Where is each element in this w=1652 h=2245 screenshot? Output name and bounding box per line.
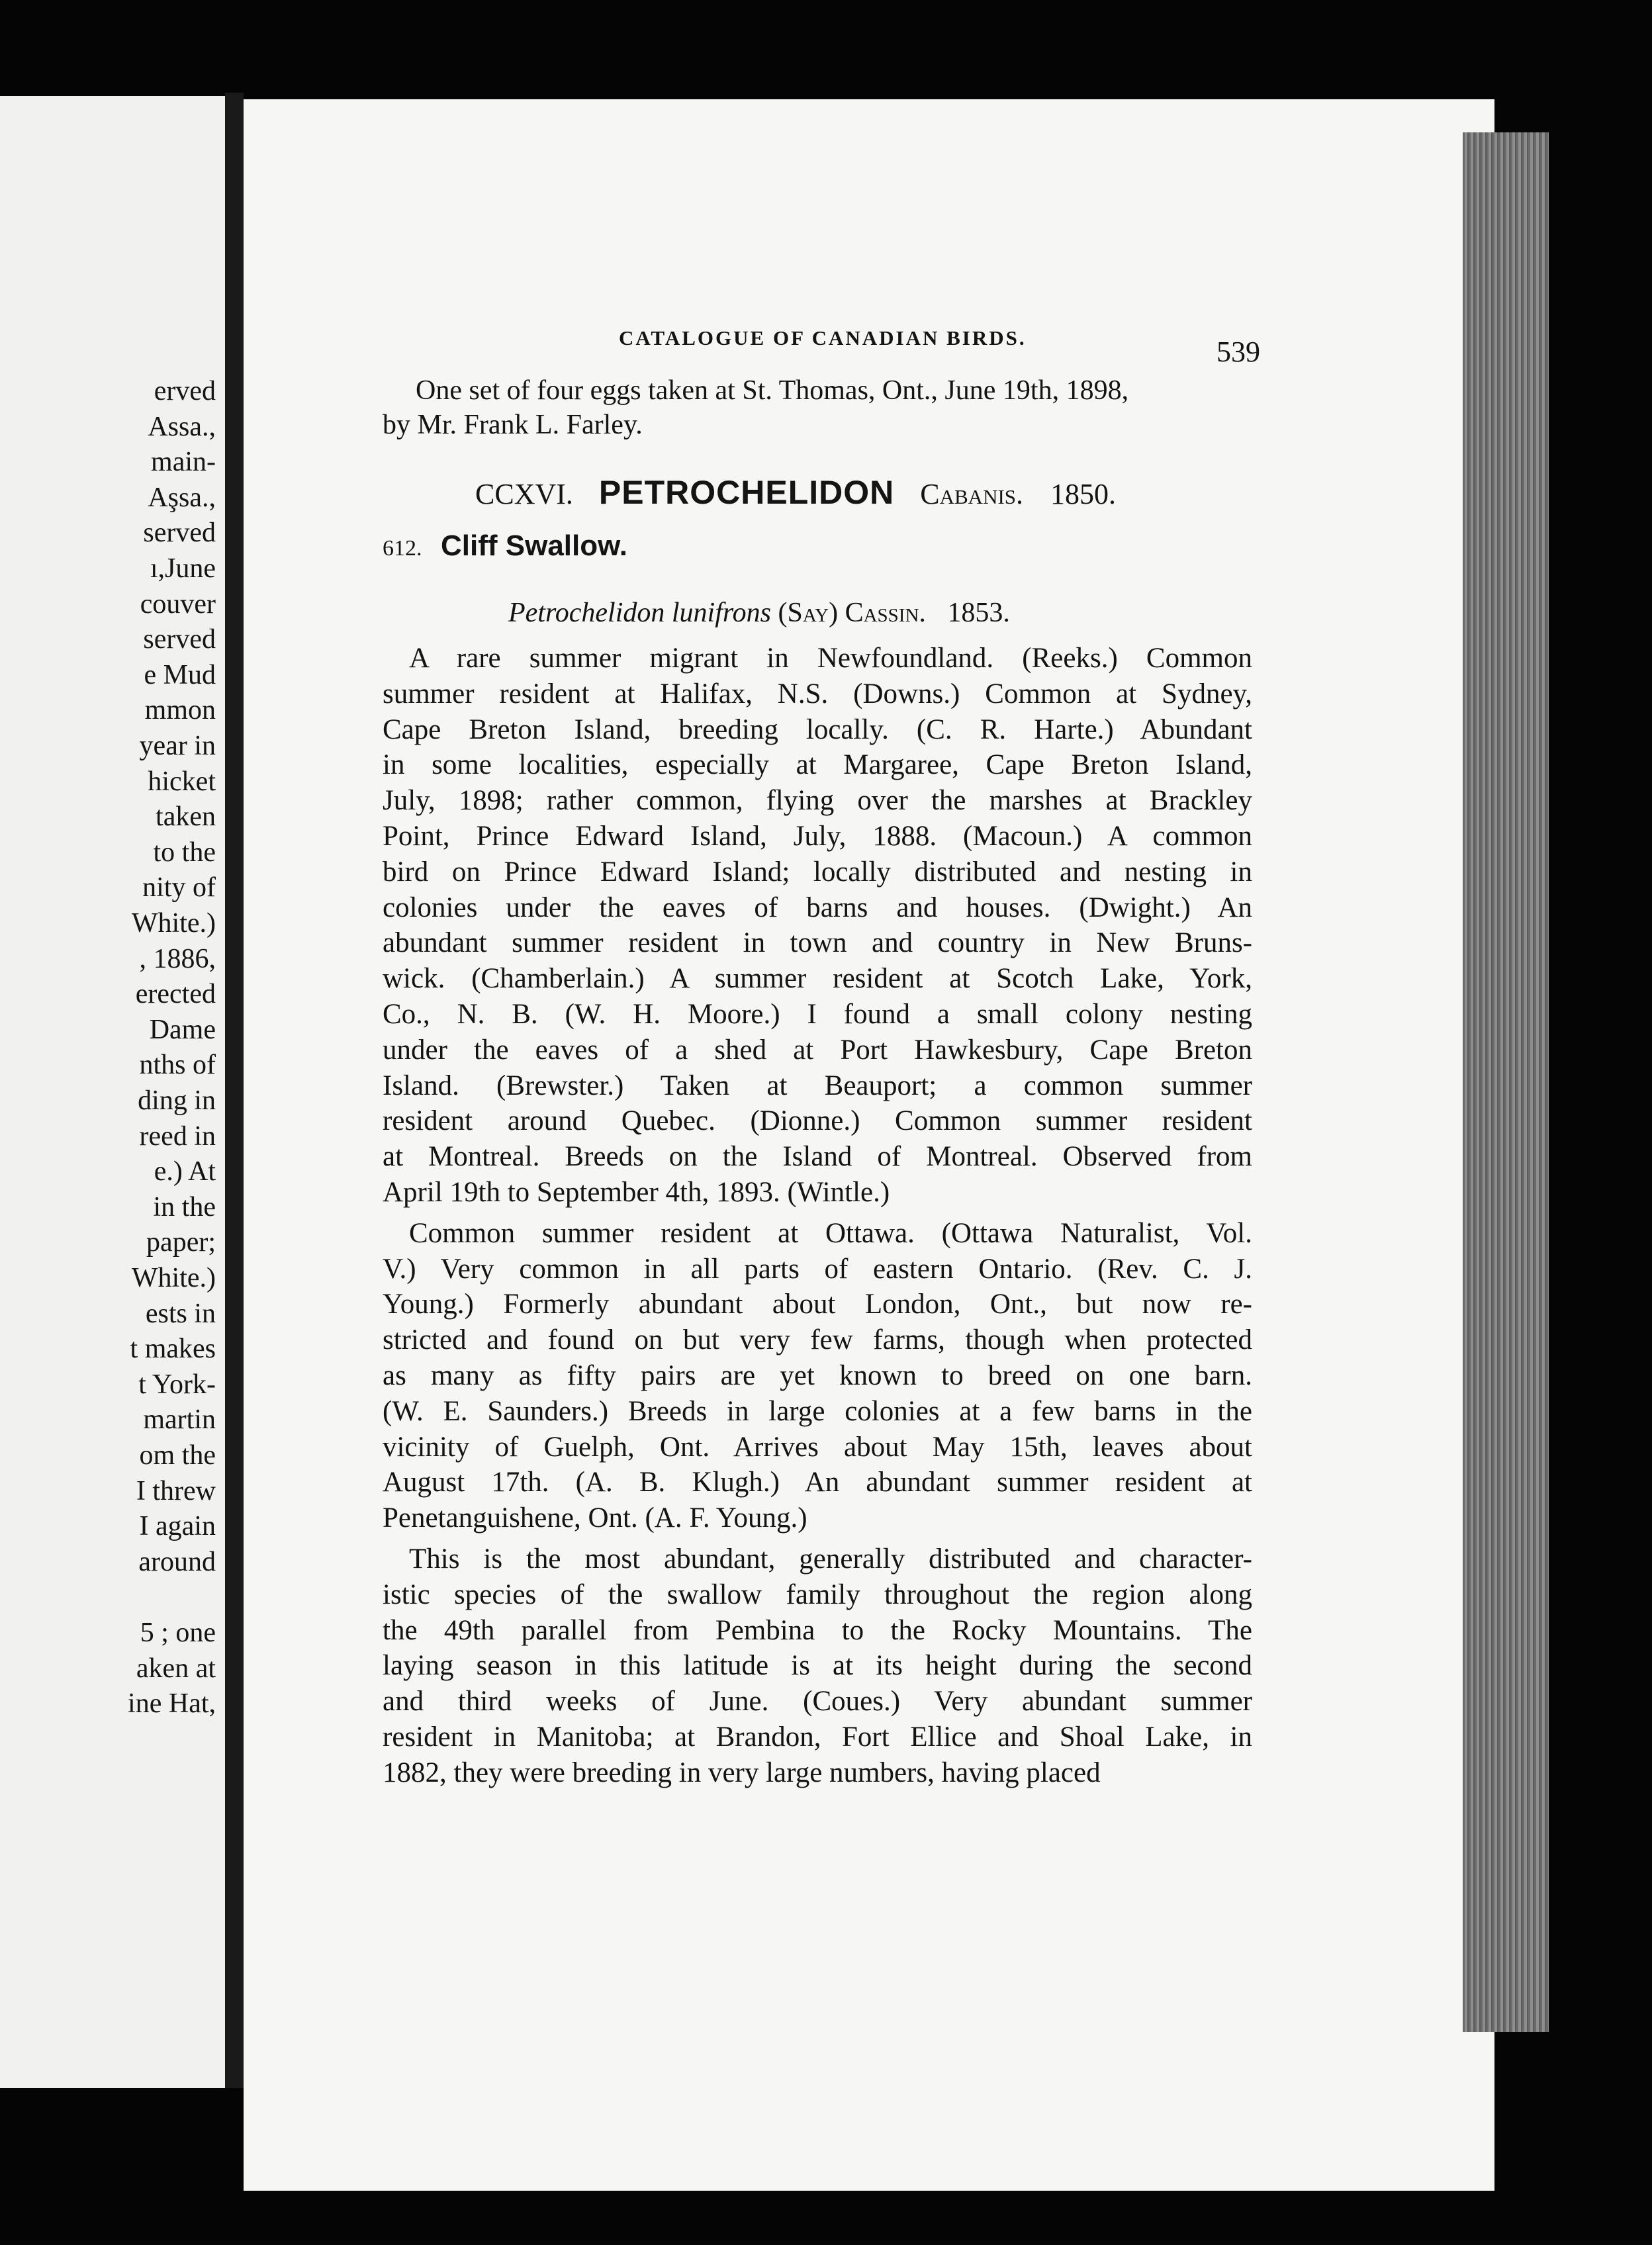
body-text (383, 641, 1252, 1796)
species-heading (383, 529, 627, 563)
left-page-line: paper; (146, 1227, 216, 1258)
text-line: Cape Breton Island, breeding locally. (C. R. Harte.) Abundant (383, 713, 1252, 745)
text-line: (W. E. Saunders.) Breeds in large colonies at a few barns in the (383, 1395, 1252, 1427)
text-line: V.) Very common in all parts of eastern Ontario. (Rev. C. J. (383, 1253, 1252, 1285)
text-line: July, 1898; rather common, flying over the marshes at Brackley (383, 785, 1252, 817)
text-line: in some localities, especially at Margaree, Cape Breton Island, (383, 749, 1252, 781)
text-line: and third weeks of June. (Coues.) Very abundant summer (383, 1686, 1252, 1718)
text-line: Co., N. B. (W. H. Moore.) I found a small colony nesting (383, 998, 1252, 1030)
previous-page-text (0, 0, 225, 2245)
paragraph (383, 641, 1252, 1211)
left-page-line: couver (140, 588, 216, 619)
text-line: wick. (Chamberlain.) A summer resident at Scotch Lake, York, (383, 963, 1252, 995)
left-page-line: om the (139, 1440, 216, 1471)
left-page-line: erved (154, 376, 216, 406)
text-line: This is the most abundant, generally distributed and character- (409, 1543, 1252, 1575)
left-page-line: taken (156, 802, 216, 833)
text-line: abundant summer resident in town and country in New Bruns- (383, 927, 1252, 959)
text-line: Island. (Brewster.) Taken at Beauport; a common summer (383, 1070, 1252, 1101)
continued-text-line: by Mr. Frank L. Farley. (383, 410, 643, 440)
paragraph (383, 1541, 1252, 1791)
continued-text-line: One set of four eggs taken at St. Thomas, Ont., June 19th, 1898, (416, 375, 1129, 406)
genus-heading (475, 473, 1116, 512)
text-line: bird on Prince Edward Island; locally distributed and nesting in (383, 856, 1252, 888)
species-number: 612. (383, 536, 422, 561)
left-page-line: I again (139, 1511, 216, 1542)
species-name: Cliff Swallow. (441, 529, 627, 562)
left-page-line: Dame (149, 1014, 216, 1045)
genus-name: PETROCHELIDON (598, 474, 895, 511)
left-page-line: aken at (136, 1653, 216, 1684)
left-page-line: around (138, 1546, 216, 1577)
text-line: April 19th to September 4th, 1893. (Wintle.) (383, 1176, 890, 1208)
text-line: as many as fifty pairs are yet known to breed on one barn. (383, 1359, 1252, 1391)
left-page-line: to the (153, 837, 216, 868)
left-page-line: , 1886, (139, 943, 216, 974)
book-gutter (225, 93, 244, 2088)
text-line: istic species of the swallow family throughout the region along (383, 1579, 1252, 1610)
text-line: Point, Prince Edward Island, July, 1888. (Macoun.) A common (383, 820, 1252, 852)
genus-authority: Cabanis. (920, 478, 1024, 510)
scientific-year: 1853. (947, 598, 1010, 628)
text-line: Young.) Formerly abundant about London, Ont., but now re- (383, 1289, 1252, 1320)
text-line: Penetanguishene, Ont. (A. F. Young.) (383, 1502, 807, 1534)
left-page-line: martin (143, 1404, 216, 1436)
left-page-line: year in (139, 731, 216, 761)
left-page-line: White.) (131, 908, 216, 939)
text-line: summer resident at Halifax, N.S. (Downs.) Common at Sydney, (383, 678, 1252, 710)
text-line: stricted and found on but very few farms, though when protected (383, 1324, 1252, 1356)
scientific-name-line (508, 597, 1010, 629)
text-line: resident in Manitoba; at Brandon, Fort Ellice and Shoal Lake, in (383, 1721, 1252, 1753)
text-line: August 17th. (A. B. Klugh.) An abundant summer resident at (383, 1467, 1252, 1498)
text-line: A rare summer migrant in Newfoundland. (Reeks.) Common (409, 643, 1252, 674)
scientific-authority: (Say) Cassin. (778, 598, 926, 628)
text-line: colonies under the eaves of barns and houses. (Dwight.) An (383, 892, 1252, 923)
scientific-name: Petrochelidon lunifrons (508, 598, 772, 628)
genus-number: CCXVI. (475, 478, 573, 510)
text-line: 1882, they were breeding in very large numbers, having placed (383, 1757, 1101, 1788)
text-line: laying season in this latitude is at its height during the second (383, 1650, 1252, 1682)
left-page-line: ı,June (150, 553, 216, 584)
paragraph (383, 1216, 1252, 1536)
left-page-line: ests in (145, 1298, 216, 1329)
left-page-line: 5 ; one (140, 1618, 216, 1648)
left-page-line: nths of (139, 1050, 216, 1081)
left-page-line: in the (153, 1191, 216, 1222)
left-page-line: t York- (138, 1369, 216, 1400)
left-page-line: t makes (130, 1334, 216, 1365)
text-line: the 49th parallel from Pembina to the Rocky Mountains. The (383, 1614, 1252, 1646)
text-line: vicinity of Guelph, Ont. Arrives about May 15th, leaves about (383, 1431, 1252, 1463)
page-number: 539 (1216, 336, 1260, 368)
running-head: CATALOGUE OF CANADIAN BIRDS. (619, 326, 1027, 349)
left-page-line: erected (135, 979, 216, 1010)
page-edges (1463, 132, 1549, 2032)
text-line: under the eaves of a shed at Port Hawkesbury, Cape Breton (383, 1034, 1252, 1066)
left-page-line: Assa., (148, 411, 216, 442)
left-page-line: ine Hat, (128, 1688, 216, 1719)
text-line: Common summer resident at Ottawa. (Ottawa Naturalist, Vol. (409, 1217, 1252, 1249)
left-page-line: mmon (144, 695, 216, 726)
left-page-line: served (143, 518, 216, 549)
left-page-line: nity of (142, 872, 216, 903)
left-page-line: served (143, 624, 216, 655)
left-page-line: e.) At (154, 1156, 216, 1187)
left-page-line: ding in (138, 1085, 216, 1116)
text-line: at Montreal. Breeds on the Island of Montreal. Observed from (383, 1141, 1252, 1173)
genus-year: 1850. (1050, 478, 1117, 510)
text-line: resident around Quebec. (Dionne.) Common summer resident (383, 1105, 1252, 1137)
left-page-line: hicket (148, 766, 216, 797)
left-page-line: reed in (139, 1121, 216, 1152)
left-page-line: White.) (131, 1263, 216, 1293)
left-page-line: Aşsa., (148, 482, 216, 513)
left-page-line: e Mud (144, 659, 216, 690)
left-page-line: main- (151, 447, 216, 478)
left-page-line: I threw (136, 1475, 216, 1506)
